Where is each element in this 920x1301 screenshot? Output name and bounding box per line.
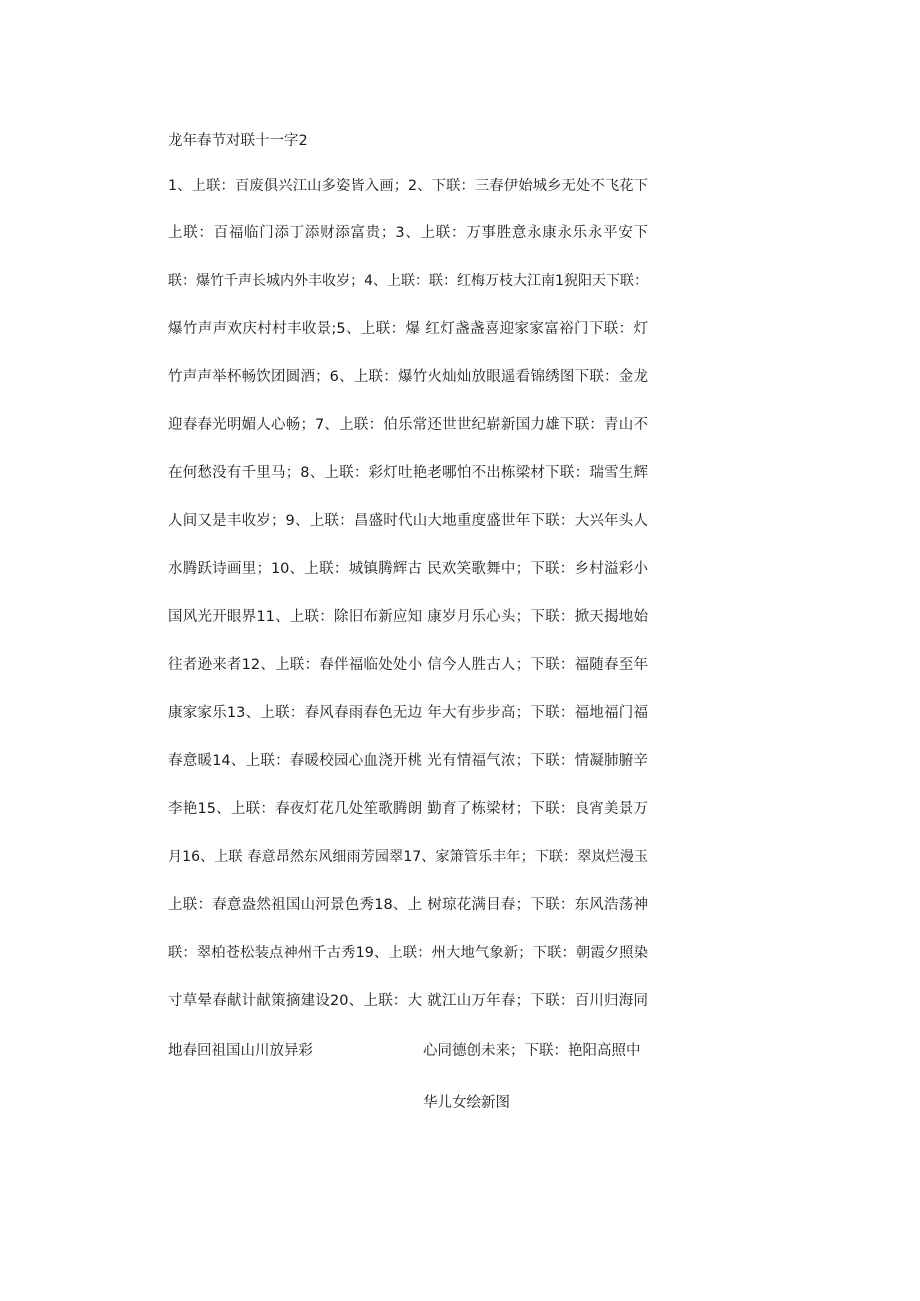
- text-line: 李艳15、上联：春夜灯花几处笙歌腾朗 勤育了栋梁材；下联：良宵美景万: [168, 801, 648, 817]
- text-line: 往者逊来者12、上联：春伴福临处处小 信今人胜古人；下联：福随春至年: [168, 657, 648, 673]
- text-line: 上联：百福临门添丁添财添富贵；3、上联：万事胜意永康永乐永平安下: [168, 225, 648, 241]
- text-line: 人间又是丰收岁；9、上联：昌盛时代山大地重度盛世年下联：大兴年头人: [168, 513, 648, 529]
- text-line: 联：爆竹千声长城内外丰收岁；4、上联：联：红梅万枝大江南1猊阳天下联：: [168, 273, 648, 289]
- text-line-last-left: 地春回祖国山川放异彩: [168, 1043, 313, 1059]
- text-line: 竹声声举杯畅饮团圆酒；6、上联：爆竹火灿灿放眼遥看锦绣图下联：金龙: [168, 369, 648, 385]
- text-line-last-right: 心同德创未来；下联：艳阳高照中: [423, 1043, 641, 1059]
- document-title: 龙年春节对联十一字2: [168, 133, 308, 149]
- text-line: 月16、上联 春意昂然东风细雨芳园翠17、家箫管乐丰年；下联：翠岚烂漫玉: [168, 849, 648, 865]
- text-line: 上联：春意盎然祖国山河景色秀18、上 树琼花满目春；下联：东风浩荡神: [168, 897, 648, 913]
- text-line: 水腾跃诗画里；10、上联：城镇腾辉古 民欢笑歌舞中；下联：乡村溢彩小: [168, 561, 648, 577]
- text-tail: 华儿女绘新图: [423, 1095, 510, 1111]
- text-line: 迎春春光明媚人心畅；7、上联：伯乐常还世世纪崭新国力雄下联：青山不: [168, 417, 648, 433]
- text-line: 在何愁没有千里马；8、上联：彩灯吐艳老哪怕不出栋梁材下联：瑞雪生辉: [168, 465, 648, 481]
- text-line: 联：翠柏苍松装点神州千古秀19、上联：州大地气象新；下联：朝霞夕照染: [168, 945, 648, 961]
- text-line: 国风光开眼界11、上联：除旧布新应知 康岁月乐心头；下联：掀天揭地始: [168, 609, 648, 625]
- text-line: 爆竹声声欢庆村村丰收景;5、上联：爆 红灯盏盏喜迎家家富裕门下联：灯: [168, 321, 648, 337]
- text-line: 1、上联：百废俱兴江山多姿皆入画；2、下联：三春伊始城乡无处不飞花下: [168, 178, 648, 194]
- text-line: 春意暖14、上联：春暖校园心血浇开桃 光有情福气浓；下联：情凝肺腑辛: [168, 753, 648, 769]
- text-line: 康家家乐13、上联：春风春雨春色无边 年大有步步高；下联：福地福门福: [168, 705, 648, 721]
- text-line: 寸草晕春献计献策摘建设20、上联：大 就江山万年春；下联：百川归海同: [168, 993, 648, 1009]
